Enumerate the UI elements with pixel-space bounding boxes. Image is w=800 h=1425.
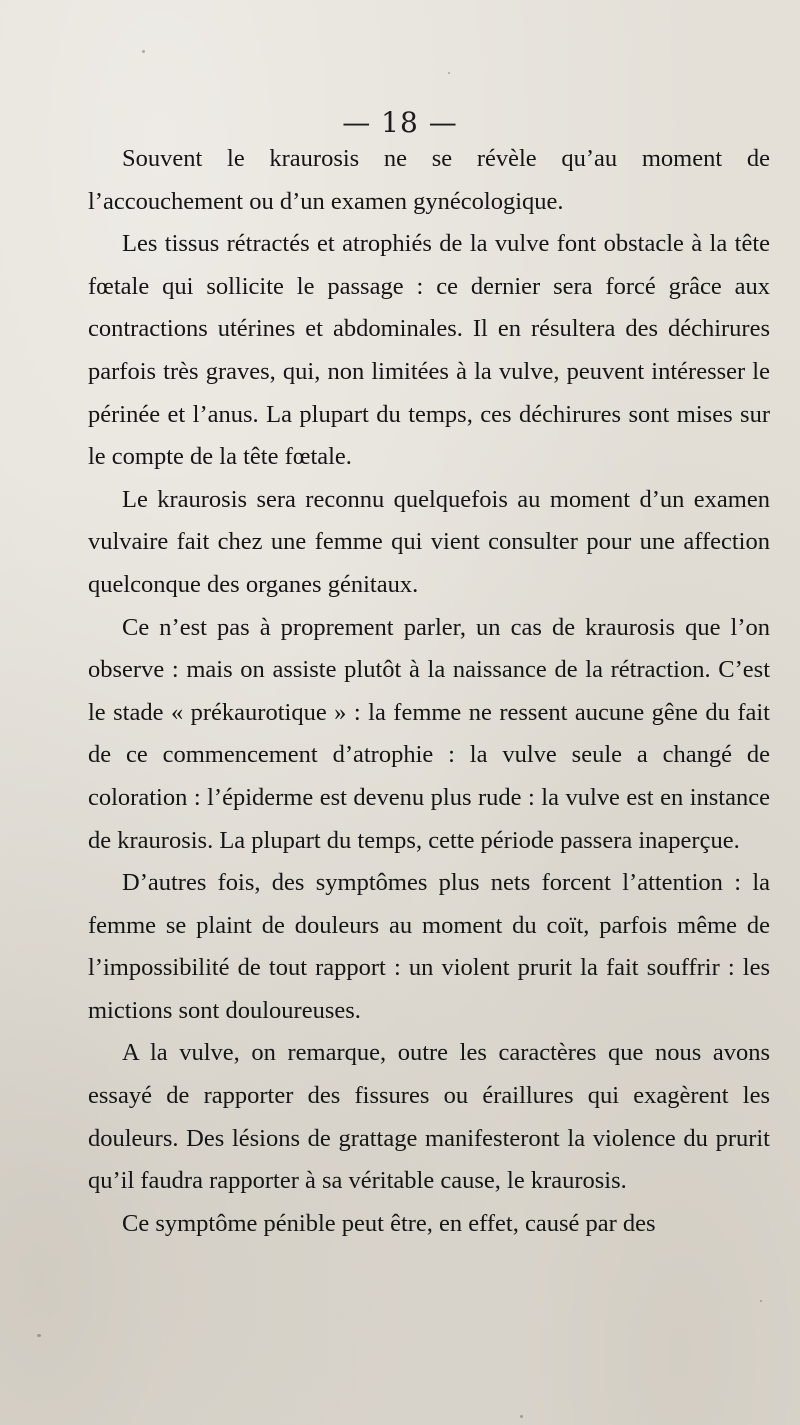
paper-speck — [448, 72, 450, 74]
paragraph: Le kraurosis sera reconnu quelquefois au moment d’un examen vulvaire fait chez une femme qui vient consulter pour une affection quelconque des organes génitaux. — [88, 485, 770, 598]
page-number: — 18 — — [342, 106, 458, 139]
paper-speck — [760, 1300, 762, 1302]
paper-speck — [520, 1415, 523, 1418]
paragraph: D’autres fois, des symptômes plus nets forcent l’attention : la femme se plaint de douleurs au moment du coït, parfois même de l’impossibilité de tout rapport : un violent prurit la fait souffrir : les mictions sont douloureuses. — [88, 869, 770, 1024]
paper-speck — [142, 50, 145, 53]
paragraph: Ce symptôme pénible peut être, en effet, causé par des — [122, 1209, 656, 1237]
paragraph: A la vulve, on remarque, outre les caractères que nous avons essayé de rapporter des fissures ou éraillures qui exagèrent les douleurs. Des lésions de grattage manifesteront la violence du prurit qu’il faudra rapporter à sa véritable cause, le kraurosis. — [88, 1039, 770, 1195]
paper-speck — [37, 1334, 41, 1337]
body-text — [88, 138, 770, 1245]
paragraph: Les tissus rétractés et atrophiés de la vulve font obstacle à la tête fœtale qui sollicite le passage : ce dernier sera forcé grâce aux contractions utérines et abdominales. Il en résultera des déchirures parfois très graves, qui, non limitées à la vulve, peuvent intéresser le périnée et l’anus. La plupart du temps, ces déchirures sont mises sur le compte de la tête fœtale. — [88, 230, 770, 471]
paragraph: Souvent le kraurosis ne se révèle qu’au moment de l’accouchement ou d’un examen gynécologique. — [88, 145, 770, 215]
paragraph: Ce n’est pas à proprement parler, un cas de kraurosis que l’on observe : mais on assiste plutôt à la naissance de la rétraction. C’est le stade « prékaurotique » : la femme ne ressent aucune gêne du fait de ce commencement d’atrophie : la vulve seule a changé de coloration : l’épiderme est devenu plus rude : la vulve est en instance de kraurosis. La plupart du temps, cette période passera inaperçue. — [88, 613, 770, 854]
